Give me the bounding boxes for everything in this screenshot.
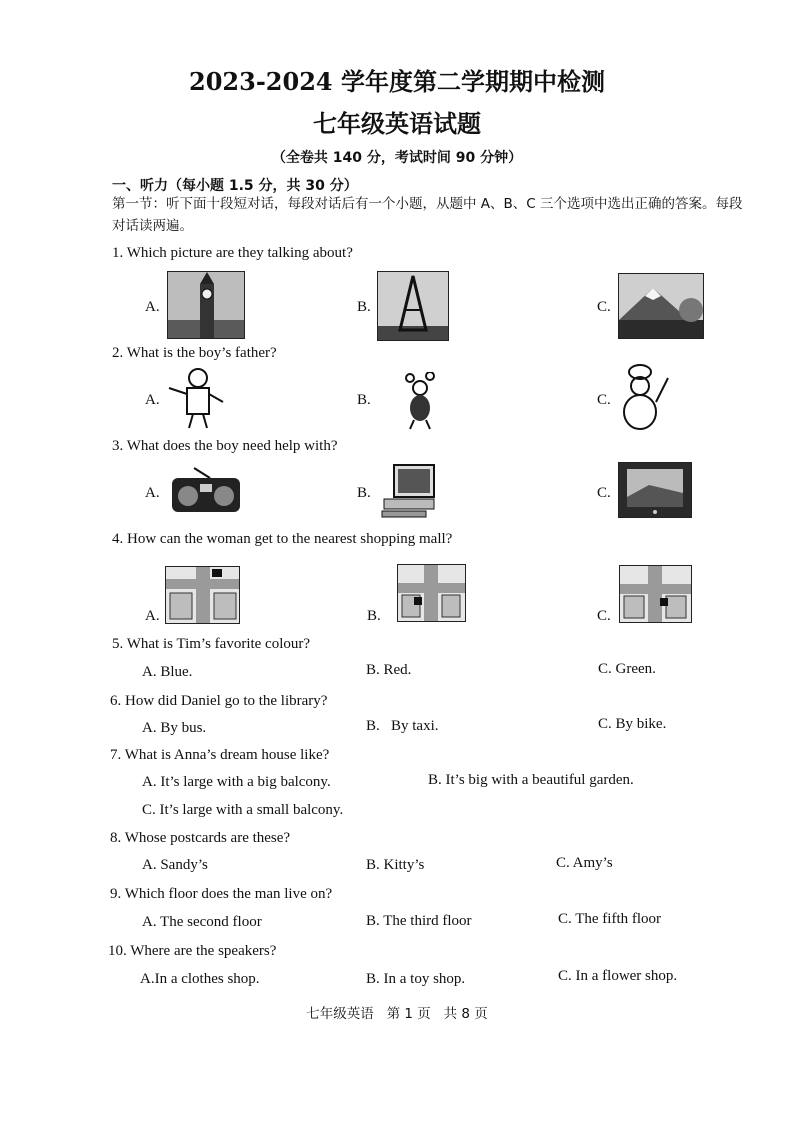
page-footer: 七年级英语 第 1 页 共 8 页: [306, 1006, 488, 1022]
q3-option-b: B.: [357, 485, 371, 501]
computer-picture: [380, 463, 436, 519]
q10-option-a: A.In a clothes shop.: [140, 971, 260, 987]
q4-option-a: A.: [145, 608, 160, 624]
q1-option-b: B.: [357, 299, 371, 315]
q6-option-b: B. By taxi.: [366, 718, 439, 734]
question-1: 1. Which picture are they talking about?: [112, 245, 353, 261]
q4-option-b: B.: [367, 608, 381, 624]
q2-option-c: C.: [597, 392, 611, 408]
question-4: 4. How can the woman get to the nearest shopping mall?: [112, 531, 453, 547]
q5-option-c: C. Green.: [598, 661, 656, 677]
question-2: 2. What is the boy’s father?: [112, 345, 277, 361]
eiffel-tower-picture: [377, 271, 449, 341]
question-10: 10. Where are the speakers?: [108, 943, 277, 959]
q9-option-a: A. The second floor: [142, 914, 262, 930]
question-6: 6. How did Daniel go to the library?: [110, 693, 328, 709]
big-ben-picture: [167, 271, 245, 339]
q8-option-a: A. Sandy’s: [142, 857, 208, 873]
question-7: 7. What is Anna’s dream house like?: [110, 747, 330, 763]
q9-option-b: B. The third floor: [366, 913, 472, 929]
map-a-picture: [165, 566, 240, 624]
chef-picture: [614, 362, 672, 432]
question-3: 3. What does the boy need help with?: [112, 438, 338, 454]
q10-option-b: B. In a toy shop.: [366, 971, 466, 987]
q7-option-a: A. It’s large with a big balcony.: [142, 774, 331, 790]
television-picture: [618, 462, 692, 518]
exam-subject-title: 七年级英语试题: [313, 109, 481, 138]
q5-option-b: B. Red.: [366, 662, 412, 678]
q9-option-c: C. The fifth floor: [558, 911, 662, 927]
q2-option-a: A.: [145, 392, 160, 408]
q7-option-b: B. It’s big with a beautiful garden.: [428, 772, 634, 788]
doctor-picture: [163, 366, 229, 430]
q1-option-a: A.: [145, 299, 160, 315]
q8-option-c: C. Amy’s: [556, 855, 613, 871]
q6-option-c: C. By bike.: [598, 716, 667, 732]
q3-option-a: A.: [145, 485, 160, 501]
q3-option-c: C.: [597, 485, 611, 501]
q2-option-b: B.: [357, 392, 371, 408]
q7-option-c: C. It’s large with a small balcony.: [142, 802, 344, 818]
radio-picture: [170, 466, 242, 514]
q6-option-a: A. By bus.: [142, 720, 207, 736]
map-b-picture: [397, 564, 466, 622]
section-heading: 一、听力（每小题 1.5 分，共 30 分）: [112, 178, 358, 194]
q8-option-b: B. Kitty’s: [366, 857, 425, 873]
q4-option-c: C.: [597, 608, 611, 624]
exam-title: 2023-2024 学年度第二学期期中检测: [189, 67, 605, 96]
q5-option-a: A. Blue.: [142, 664, 193, 680]
exam-note: （全卷共 140 分，考试时间 90 分钟）: [271, 150, 523, 166]
mount-fuji-picture: [618, 273, 704, 339]
section-instruction: 第一节：听下面十段短对话，每段对话后有一个小题，从题中 A、B、C 三个选项中选出正确的答案。每段对话读两遍。: [112, 196, 743, 234]
question-8: 8. Whose postcards are these?: [110, 830, 291, 846]
question-9: 9. Which floor does the man live on?: [110, 886, 333, 902]
q1-option-c: C.: [597, 299, 611, 315]
map-c-picture: [619, 565, 692, 623]
q10-option-c: C. In a flower shop.: [558, 968, 678, 984]
juggler-picture: [398, 372, 444, 430]
question-5: 5. What is Tim’s favorite colour?: [112, 636, 311, 652]
